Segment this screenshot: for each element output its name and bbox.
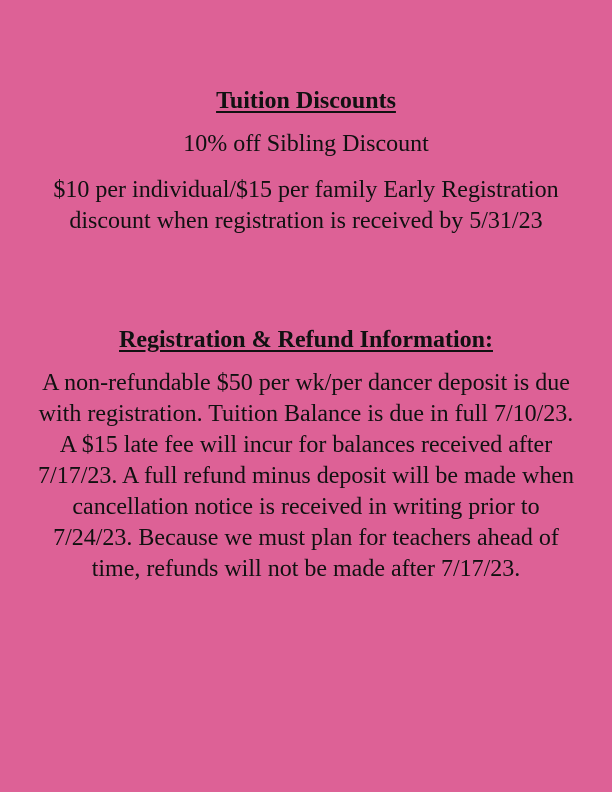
- tuition-discounts-heading: Tuition Discounts: [216, 88, 396, 114]
- registration-refund-text: A non-refundable $50 per wk/per dancer deposit is due with registration. Tuition Balance is due in full 7/10/23. A $15 late fee will incur for balances received after 7/17/23. A full refund minus deposit will be made when cancellation notice is received in writing prior to 7/24/23. Because we must plan for teachers ahead of time, refunds will not be made after 7/17/23.: [38, 370, 574, 582]
- early-registration-discount-text: $10 per individual/$15 per family Early Registration discount when registration is received by 5/31/23: [53, 177, 559, 234]
- registration-refund-heading: Registration & Refund Information:: [119, 327, 493, 353]
- sibling-discount-text: 10% off Sibling Discount: [183, 131, 429, 157]
